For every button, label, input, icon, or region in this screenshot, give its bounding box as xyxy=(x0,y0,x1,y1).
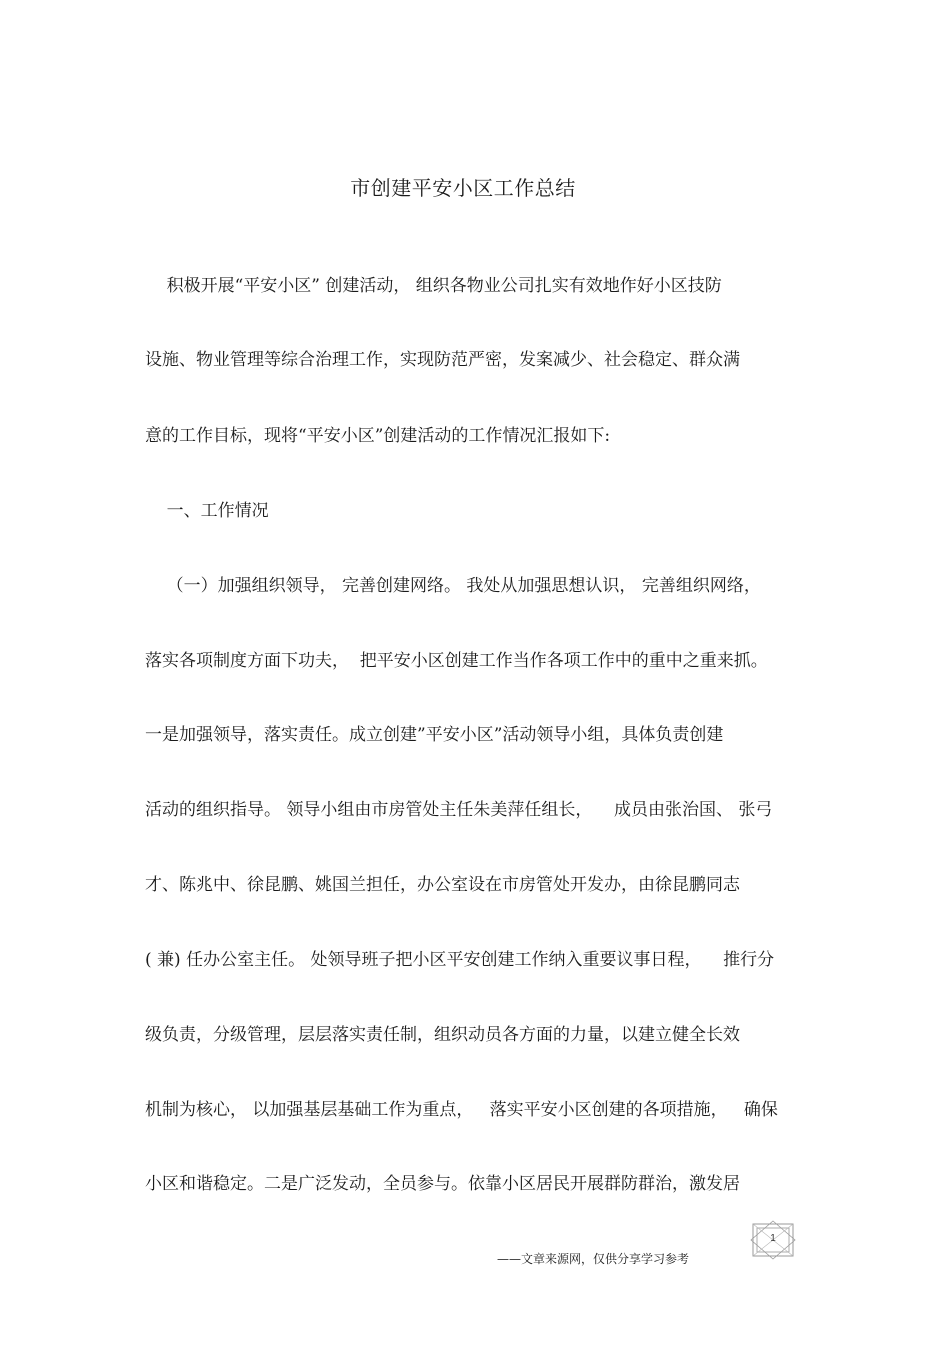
paragraph-line: 积极开展“平安小区” 创建活动， 组织各物业公司扎实有效地作好小区技防 xyxy=(145,276,722,296)
document-title: 市创建平安小区工作总结 xyxy=(350,176,576,200)
paragraph-line: （一）加强组织领导， 完善创建网络。 我处从加强思想认识， 完善组织网络， xyxy=(145,576,761,596)
paragraph-line: 一是加强领导，落实责任。成立创建”平安小区”活动领导小组，具体负责创建 xyxy=(145,725,724,745)
page-number: 1 xyxy=(770,1233,776,1244)
paragraph-line: 落实各项制度方面下功夫， 把平安小区创建工作当作各项工作中的重中之重来抓。 xyxy=(145,651,768,671)
page-number-badge xyxy=(750,1220,796,1260)
section-heading: 一、工作情况 xyxy=(145,501,269,521)
paragraph-line: 设施、物业管理等综合治理工作，实现防范严密，发案减少、社会稳定、群众满 xyxy=(145,350,740,370)
paragraph-line: ( 兼) 任办公室主任。 处领导班子把小区平安创建工作纳入重要议事日程， 推行分 xyxy=(145,950,775,970)
source-note: ——文章来源网，仅供分享学习参考 xyxy=(497,1252,690,1266)
paragraph-line: 意的工作目标，现将“平安小区”创建活动的工作情况汇报如下: xyxy=(145,426,611,446)
paragraph-line: 级负责，分级管理，层层落实责任制，组织动员各方面的力量，以建立健全长效 xyxy=(145,1025,740,1045)
paragraph-line: 机制为核心， 以加强基层基础工作为重点， 落实平安小区创建的各项措施， 确保 xyxy=(145,1100,778,1120)
paragraph-line: 活动的组织指导。 领导小组由市房管处主任朱美萍任组长， 成员由张治国、 张弓 xyxy=(145,800,773,820)
paragraph-line: 才、陈兆中、徐昆鹏、姚国兰担任，办公室设在市房管处开发办，由徐昆鹏同志 xyxy=(145,875,740,895)
paragraph-line: 小区和谐稳定。二是广泛发动，全员参与。依靠小区居民开展群防群治，激发居 xyxy=(145,1174,740,1194)
